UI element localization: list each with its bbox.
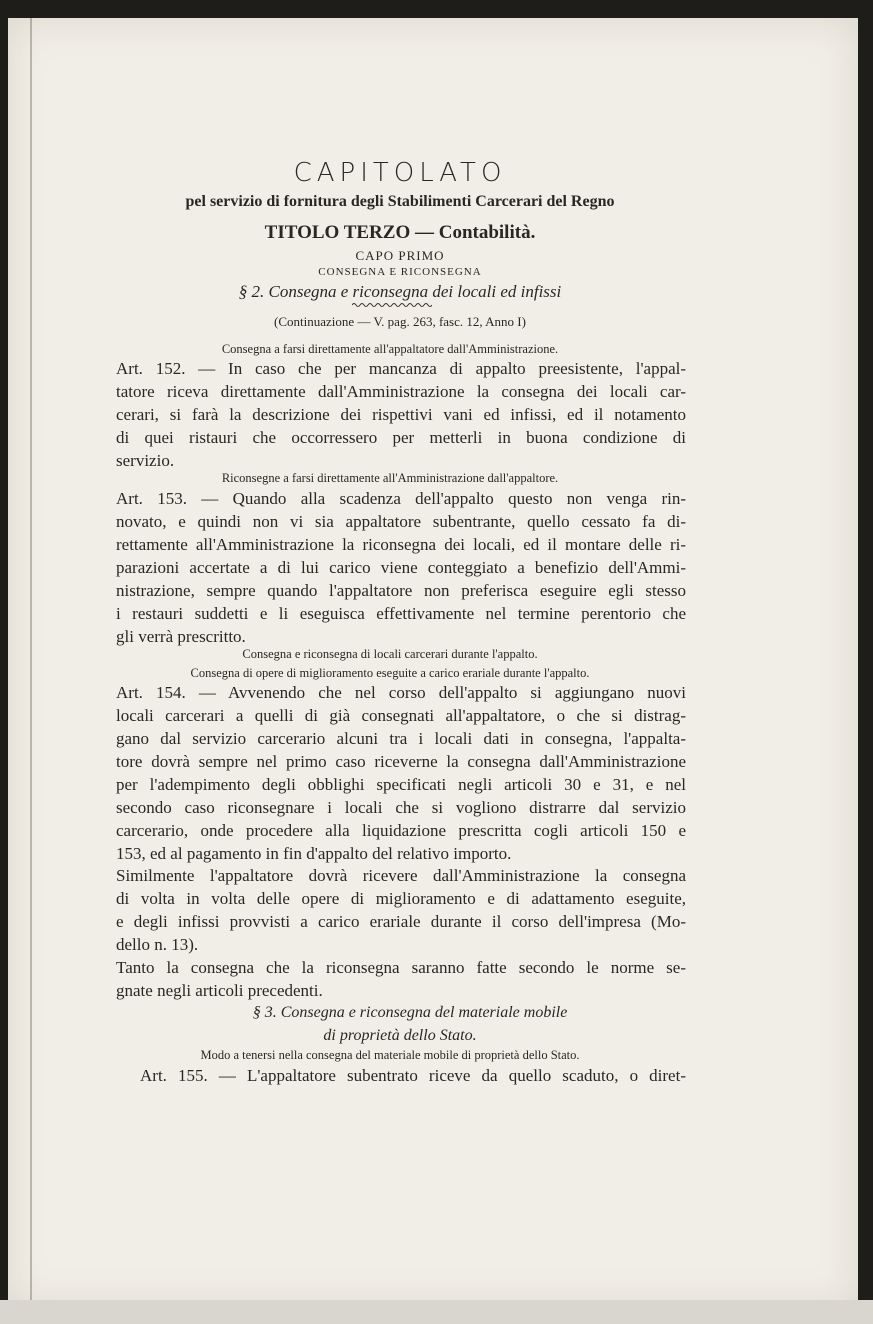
side-note-3: Consegna e riconsegna di locali carcerari durante l'appalto.: [242, 647, 538, 661]
squiggle-divider: [352, 302, 432, 308]
text-line: di volta in volta delle opere di miglioramento e di adattamento eseguite,: [116, 889, 686, 908]
text-line: rettamente all'Amministrazione la riconsegna dei locali, ed il montare delle ri-: [116, 535, 686, 554]
section-3-heading: § 3. Consegna e riconsegna del materiale mobile: [252, 1004, 568, 1021]
document-subtitle: pel servizio di fornitura degli Stabilimenti Carcerari del Regno: [185, 193, 615, 210]
side-note-1: Consegna a farsi direttamente all'appaltatore dall'Amministrazione.: [221, 342, 559, 356]
text-line: dello n. 13).: [116, 935, 199, 954]
text-line: carcerario, onde procedere alla liquidazione prescritta cogli articoli 150 e: [116, 821, 686, 840]
text-line: gano dal servizio carcerario alcuni tra i locali dati in consegna, l'appalta-: [116, 729, 686, 748]
scan-bottom-strip: [0, 1300, 873, 1324]
text-line: tore dovrà sempre nel primo caso riceverne la consegna dall'Amministrazione: [116, 752, 686, 771]
text-line: Art. 152. — In caso che per mancanza di appalto preesistente, l'appal-: [116, 359, 686, 378]
text-line: novato, e quindi non vi sia appaltatore subentrante, quello cessato fa di-: [116, 512, 686, 531]
text-line: parazioni accertate a di lui carico viene conteggiato a benefizio dell'Ammi-: [116, 558, 686, 577]
article-155-start: Art. 155. — L'appaltatore subentrato riceve da quello scaduto, o diret-: [140, 1066, 686, 1085]
text-line: gli verrà prescritto.: [116, 627, 246, 646]
text-line: nistrazione, sempre quando l'appaltatore non preferisca eseguire egli stesso: [116, 581, 686, 600]
text-line: servizio.: [116, 451, 175, 470]
text-line: gnate negli articoli precedenti.: [116, 981, 323, 1000]
text-line: per l'adempimento degli obblighi specificati negli articoli 30 e 31, e nel: [116, 775, 686, 794]
text-line: di quei ristauri che occorressero per metterli in buona condizione di: [116, 428, 686, 447]
page-edge: [30, 18, 32, 1308]
side-note-5: Modo a tenersi nella consegna del materiale mobile di proprietà dello Stato.: [200, 1048, 580, 1062]
text-line: Tanto la consegna che la riconsegna saranno fatte secondo le norme se-: [116, 958, 686, 977]
side-note-2: Riconsegne a farsi direttamente all'Amministrazione dall'appaltore.: [221, 471, 559, 485]
capo-heading: CAPO PRIMO: [355, 248, 445, 263]
text-line: tatore riceva direttamente dall'Amministrazione la consegna dei locali car-: [116, 382, 686, 401]
text-line: i restauri suddetti e li eseguisca effettivamente nel termine perentorio che: [116, 604, 686, 623]
continuation-note: (Continuazione — V. pag. 263, fasc. 12, Anno I): [274, 314, 526, 329]
text-line: secondo caso riconsegnare i locali che si vogliono distrarre dal servizio: [116, 798, 686, 817]
text-line: 153, ed al pagamento in fin d'appalto del relativo importo.: [116, 844, 512, 863]
text-line: e degli infissi provvisti a carico erariale durante il corso dell'impresa (Mo-: [116, 912, 686, 931]
section-3-heading-cont: di proprietà dello Stato.: [323, 1027, 477, 1044]
document-title: CAPITOLATO: [293, 158, 507, 188]
text-line: Similmente l'appaltatore dovrà ricevere dall'Amministrazione la consegna: [116, 866, 686, 885]
titolo-heading: TITOLO TERZO — Contabilità.: [264, 222, 536, 243]
section-2-heading: § 2. Consegna e riconsegna dei locali ed infissi: [238, 282, 562, 301]
text-line: cerari, si farà la descrizione dei rispettivi vani ed infissi, ed il notamento: [116, 405, 686, 424]
text-line: locali carcerari a quelli di già consegnati all'appaltatore, o che si distrag-: [116, 706, 686, 725]
consegna-heading: CONSEGNA E RICONSEGNA: [318, 266, 482, 278]
text-line: Art. 154. — Avvenendo che nel corso dell'appalto si aggiungano nuovi: [116, 683, 686, 702]
side-note-4: Consegna di opere di miglioramento eseguite a carico erariale durante l'appalto.: [190, 666, 590, 680]
text-line: Art. 153. — Quando alla scadenza dell'appalto questo non venga rin-: [116, 489, 686, 508]
page: [8, 18, 858, 1308]
